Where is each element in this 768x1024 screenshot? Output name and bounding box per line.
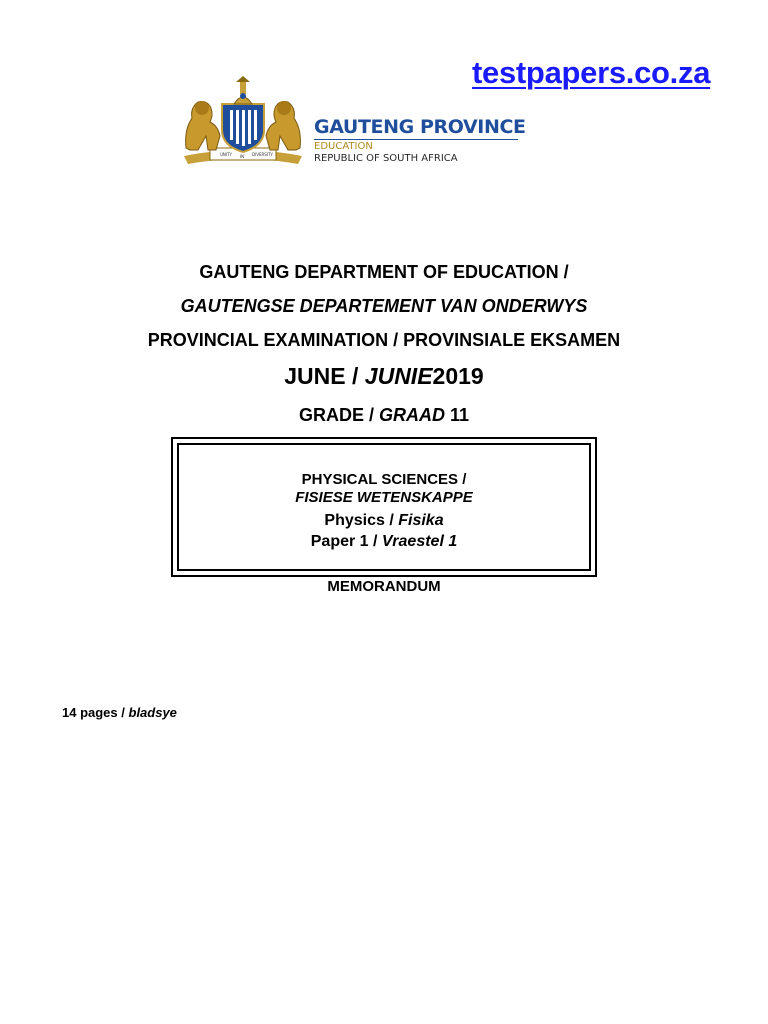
- subject-part: [179, 512, 589, 530]
- department-label: EDUCATION: [314, 141, 373, 152]
- subject-en: PHYSICAL SCIENCES /: [301, 471, 467, 488]
- part-af: Fisika: [398, 512, 444, 529]
- grade-af: GRAAD: [378, 405, 445, 425]
- memorandum-label: MEMORANDUM: [327, 578, 441, 595]
- motto-left: UNITY: [220, 152, 232, 157]
- motto-mid: IN: [240, 154, 245, 159]
- session-af: JUNIE: [364, 363, 433, 389]
- province-title: GAUTENG PROVINCE: [314, 116, 526, 138]
- exam-session: [0, 363, 768, 390]
- page-count-en: 14 pages /: [62, 705, 125, 720]
- grade-number: 11: [450, 405, 470, 425]
- department-title-af: GAUTENGSE DEPARTEMENT VAN ONDERWYS: [180, 296, 588, 316]
- province-title-underline: [314, 139, 518, 140]
- gauteng-coat-of-arms-icon: [180, 74, 306, 168]
- grade-en: GRADE /: [298, 405, 374, 425]
- session-en: JUNE /: [284, 363, 359, 389]
- page-count-af: bladsye: [128, 705, 177, 720]
- subject-af: FISIESE WETENSKAPPE: [295, 489, 473, 506]
- department-title-en: GAUTENG DEPARTMENT OF EDUCATION /: [199, 262, 569, 282]
- paper-number: [179, 533, 589, 551]
- website-link[interactable]: testpapers.co.za: [472, 55, 711, 90]
- subject-box: [171, 437, 597, 577]
- exam-type-title: PROVINCIAL EXAMINATION / PROVINSIALE EKSAMEN: [147, 330, 621, 350]
- country-label: REPUBLIC OF SOUTH AFRICA: [314, 153, 458, 164]
- grade-line: [0, 405, 768, 426]
- part-en: Physics /: [324, 512, 394, 529]
- page-count: [62, 705, 177, 720]
- paper-af: Vraestel 1: [381, 533, 458, 550]
- paper-en: Paper 1 /: [310, 533, 378, 550]
- subject-box-inner-border: [177, 443, 591, 571]
- motto-right: DIVERSITY: [252, 152, 273, 157]
- session-year: 2019: [432, 363, 484, 389]
